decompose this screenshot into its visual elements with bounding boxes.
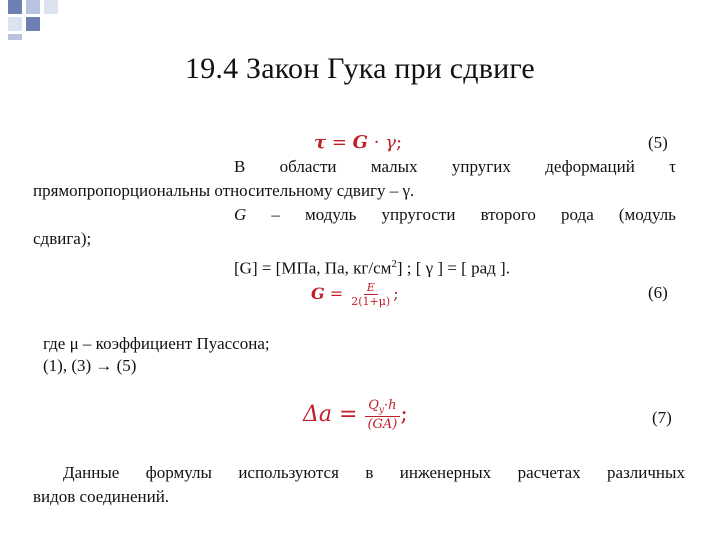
units-rest: ] ; [ γ ] = [ рад ]. <box>396 258 510 278</box>
paragraph-2-line-1 <box>234 205 676 225</box>
word: Данные <box>63 463 120 482</box>
word: рода <box>561 205 594 224</box>
word: расчетах <box>517 463 581 482</box>
equation-number-6: (6) <box>648 283 668 302</box>
decor-square <box>8 17 22 31</box>
formula-5-eq: = <box>326 132 353 153</box>
formula-6-eq: = <box>324 284 349 303</box>
word: второго <box>480 205 536 224</box>
word: инженерных <box>399 463 492 482</box>
units-line <box>234 254 510 279</box>
paragraph-2-line-2: сдвига); <box>33 229 92 248</box>
decor-square <box>8 0 22 14</box>
formula-7-lhs: Δa <box>303 401 333 427</box>
decor-square <box>8 34 22 40</box>
word: в <box>365 463 374 482</box>
word: модуль <box>305 205 357 224</box>
word: τ <box>669 157 676 176</box>
formula-6-end: ; <box>393 284 399 303</box>
equation-number-5: (5) <box>648 133 668 152</box>
word: деформаций <box>545 157 635 176</box>
word: упругих <box>451 157 511 176</box>
formula-5-dot: · <box>368 132 386 153</box>
final-paragraph-line-1 <box>63 463 685 483</box>
word: различных <box>607 463 685 482</box>
paragraph-1-line-1 <box>234 157 676 177</box>
formula-6-lhs: G <box>311 284 325 303</box>
units-main: [G] = [МПа, Па, кг/см <box>234 258 392 278</box>
word: формулы <box>145 463 212 482</box>
formula-7 <box>303 398 408 432</box>
formula-5-gamma: γ <box>385 132 396 153</box>
word: области <box>279 157 337 176</box>
formula-6-fraction <box>348 281 393 308</box>
formula-7-eq: = <box>332 401 365 427</box>
formula-7-end: ; <box>400 401 408 427</box>
formula-5-lhs: τ <box>314 132 327 153</box>
word: – <box>271 205 280 224</box>
word: (модуль <box>618 205 676 224</box>
decor-square <box>26 17 40 31</box>
formula-5-end: ; <box>395 132 403 153</box>
formula-5-g: G <box>352 132 369 153</box>
corner-decoration <box>0 0 60 40</box>
decor-square <box>26 0 40 14</box>
word: используются <box>238 463 339 482</box>
formula-5 <box>314 132 402 153</box>
word: упругости <box>381 205 456 224</box>
word: G <box>234 205 247 224</box>
formula-7-numerator: $Q_y\cdot h$ <box>365 398 399 417</box>
decor-square <box>44 0 58 14</box>
formula-6-numerator: E <box>364 281 378 295</box>
word: малых <box>370 157 418 176</box>
formula-7-denominator: (GA) <box>367 416 398 432</box>
formula-7-fraction <box>364 398 400 432</box>
equation-reference: (1), (3) → (5) <box>43 356 137 375</box>
units-sup: 2 <box>391 258 397 270</box>
poisson-note: где μ – коэффициент Пуассона; <box>43 334 270 353</box>
slide-title: 19.4 Закон Гука при сдвиге <box>185 52 535 85</box>
word: В <box>234 157 246 176</box>
paragraph-1-line-2: прямопропорциональны относительному сдвигу – γ. <box>33 181 415 200</box>
final-paragraph-line-2: видов соединений. <box>33 487 170 506</box>
formula-6 <box>311 281 399 308</box>
equation-number-7: (7) <box>652 408 672 427</box>
formula-6-denominator: 2(1+μ) <box>351 295 391 308</box>
